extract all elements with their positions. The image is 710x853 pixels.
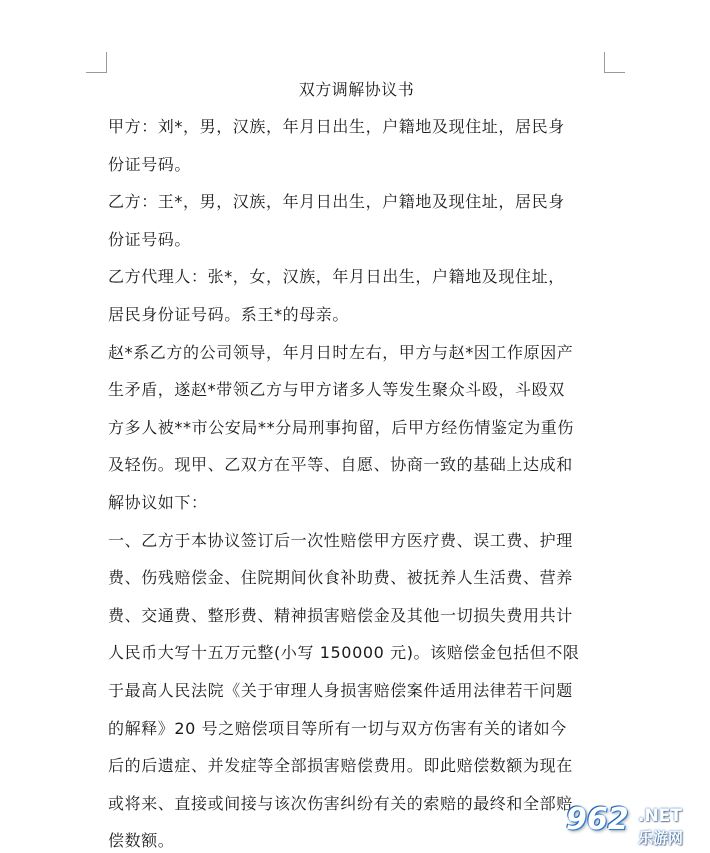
text-line: 解协议如下：	[108, 492, 208, 512]
document-text	[108, 108, 605, 853]
site-watermark	[560, 802, 710, 853]
text-line: 份证号码。	[108, 229, 192, 249]
page-corner-mark-top-left	[86, 52, 107, 73]
text-line: 偿数额。	[108, 831, 175, 851]
watermark-domain: .NET	[638, 806, 682, 826]
text-line: 及轻伤。现甲、乙双方在平等、自愿、协商一致的基础上达成和	[108, 455, 573, 475]
text-line: 生矛盾，遂赵*带领乙方与甲方诸多人等发生聚众斗殴，斗殴双	[108, 380, 565, 400]
text-line: 于最高人民法院《关于审理人身损害赔偿案件适用法律若干问题	[108, 680, 573, 700]
document-body	[108, 72, 605, 853]
text-line: 方多人被**市公安局**分局刑事拘留，后甲方经伤情鉴定为重伤	[108, 417, 575, 437]
text-line: 乙方代理人：张*，女，汉族，年月日出生，户籍地及现住址，	[108, 267, 565, 287]
watermark-logo: 962	[566, 802, 629, 837]
text-line: 或将来、直接或间接与该次伤害纠纷有关的索赔的最终和全部赔	[108, 793, 573, 813]
text-line: 赵*系乙方的公司领导，年月日时左右，甲方与赵*因工作原因产	[108, 342, 574, 362]
text-line: 的解释》20 号之赔偿项目等所有一切与双方伤害有关的诸如今	[108, 718, 567, 738]
text-line: 费、伤残赔偿金、住院期间伙食补助费、被抚养人生活费、营养	[108, 568, 573, 588]
text-line: 居民身份证号码。系王*的母亲。	[108, 304, 350, 324]
text-line: 份证号码。	[108, 154, 192, 174]
text-line: 甲方：刘*，男，汉族，年月日出生，户籍地及现住址，居民身	[108, 117, 565, 136]
text-line: 一、乙方于本协议签订后一次性赔偿甲方医疗费、误工费、护理	[108, 530, 573, 550]
text-line: 费、交通费、整形费、精神损害赔偿金及其他一切损失费用共计	[108, 605, 573, 625]
text-line: 人民币大写十五万元整(小写 150000 元)。该赔偿金包括但不限	[108, 643, 580, 663]
text-line: 后的后遗症、并发症等全部损害赔偿费用。即此赔偿数额为现在	[108, 756, 573, 776]
document-title: 双方调解协议书	[298, 80, 415, 99]
watermark-site-name: 乐游网	[638, 829, 684, 847]
page-corner-mark-top-right	[604, 52, 625, 73]
text-line: 乙方：王*，男，汉族，年月日出生，户籍地及现住址，居民身	[108, 192, 565, 212]
